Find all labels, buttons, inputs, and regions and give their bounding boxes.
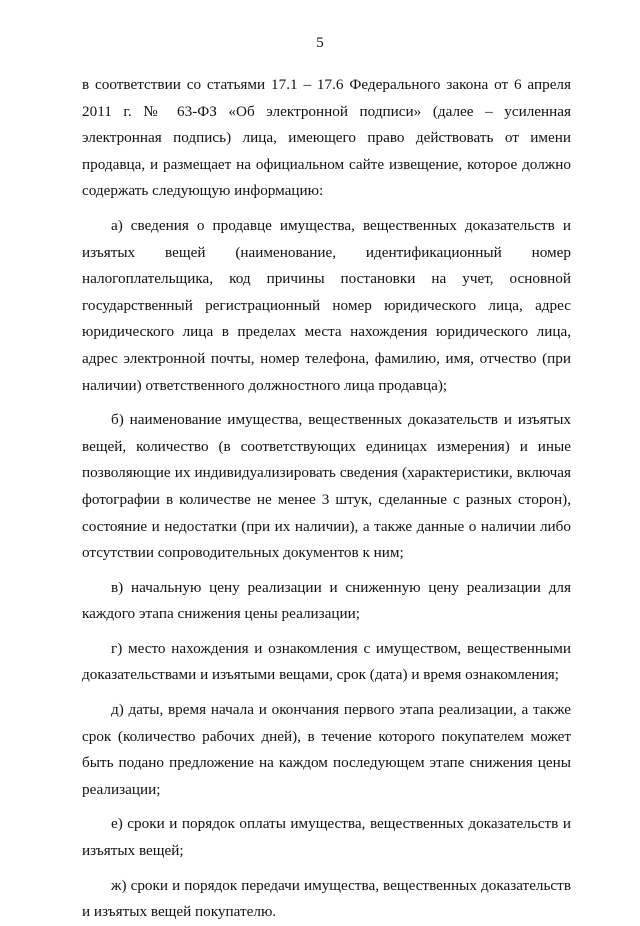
paragraph-item-v: в) начальную цену реализации и сниженную цену реализации для каждого этапа снижения цены реализации; xyxy=(82,578,571,623)
page-number: 5 xyxy=(316,35,324,51)
document-body xyxy=(82,72,571,926)
paragraph-item-d: д) даты, время начала и окончания первого этапа реализации, а также срок (количество рабочих дней), в течение которого покупателем может быть подано предложение на каждом последующем этапе снижения цены реализации; xyxy=(82,701,571,798)
paragraph-item-b: б) наименование имущества, вещественных доказательств и изъятых вещей, количество (в соответствующих единицах измерения) и иные позволяющие их индивидуализировать сведения (характеристики, включая фотографии в количестве не менее 3 штук, сделанные с разных сторон), состояние и недостатки (при их наличии), а также данные о наличии либо отсутствии сопроводительных документов к ним; xyxy=(82,411,571,562)
paragraph-intro: в соответствии со статьями 17.1 – 17.6 Федерального закона от 6 апреля 2011 г. № 63-ФЗ «Об электронной подписи» (далее – усиленная электронная подпись) лица, имеющего право действовать от имени продавца, и размещает на официальном сайте извещение, которое должно содержать следующую информацию: xyxy=(82,76,571,200)
paragraph-item-a: а) сведения о продавце имущества, вещественных доказательств и изъятых вещей (наименование, идентификационный номер налогоплательщика, код причины постановки на учет, основной государственный регистрационный номер юридического лица, адрес юридического лица в пределах места нахождения юридического лица, адрес электронной почты, номер телефона, фамилию, имя, отчество (при наличии) ответственного должностного лица продавца); xyxy=(82,216,571,394)
paragraph-item-g: г) место нахождения и ознакомления с имуществом, вещественными доказательствами и изъятыми вещами, срок (дата) и время ознакомления; xyxy=(82,639,571,684)
paragraph-item-e: е) сроки и порядок оплаты имущества, вещественных доказательств и изъятых вещей; xyxy=(82,815,571,860)
paragraph-item-zh: ж) сроки и порядок передачи имущества, вещественных доказательств и изъятых вещей покупателю. xyxy=(82,876,571,921)
